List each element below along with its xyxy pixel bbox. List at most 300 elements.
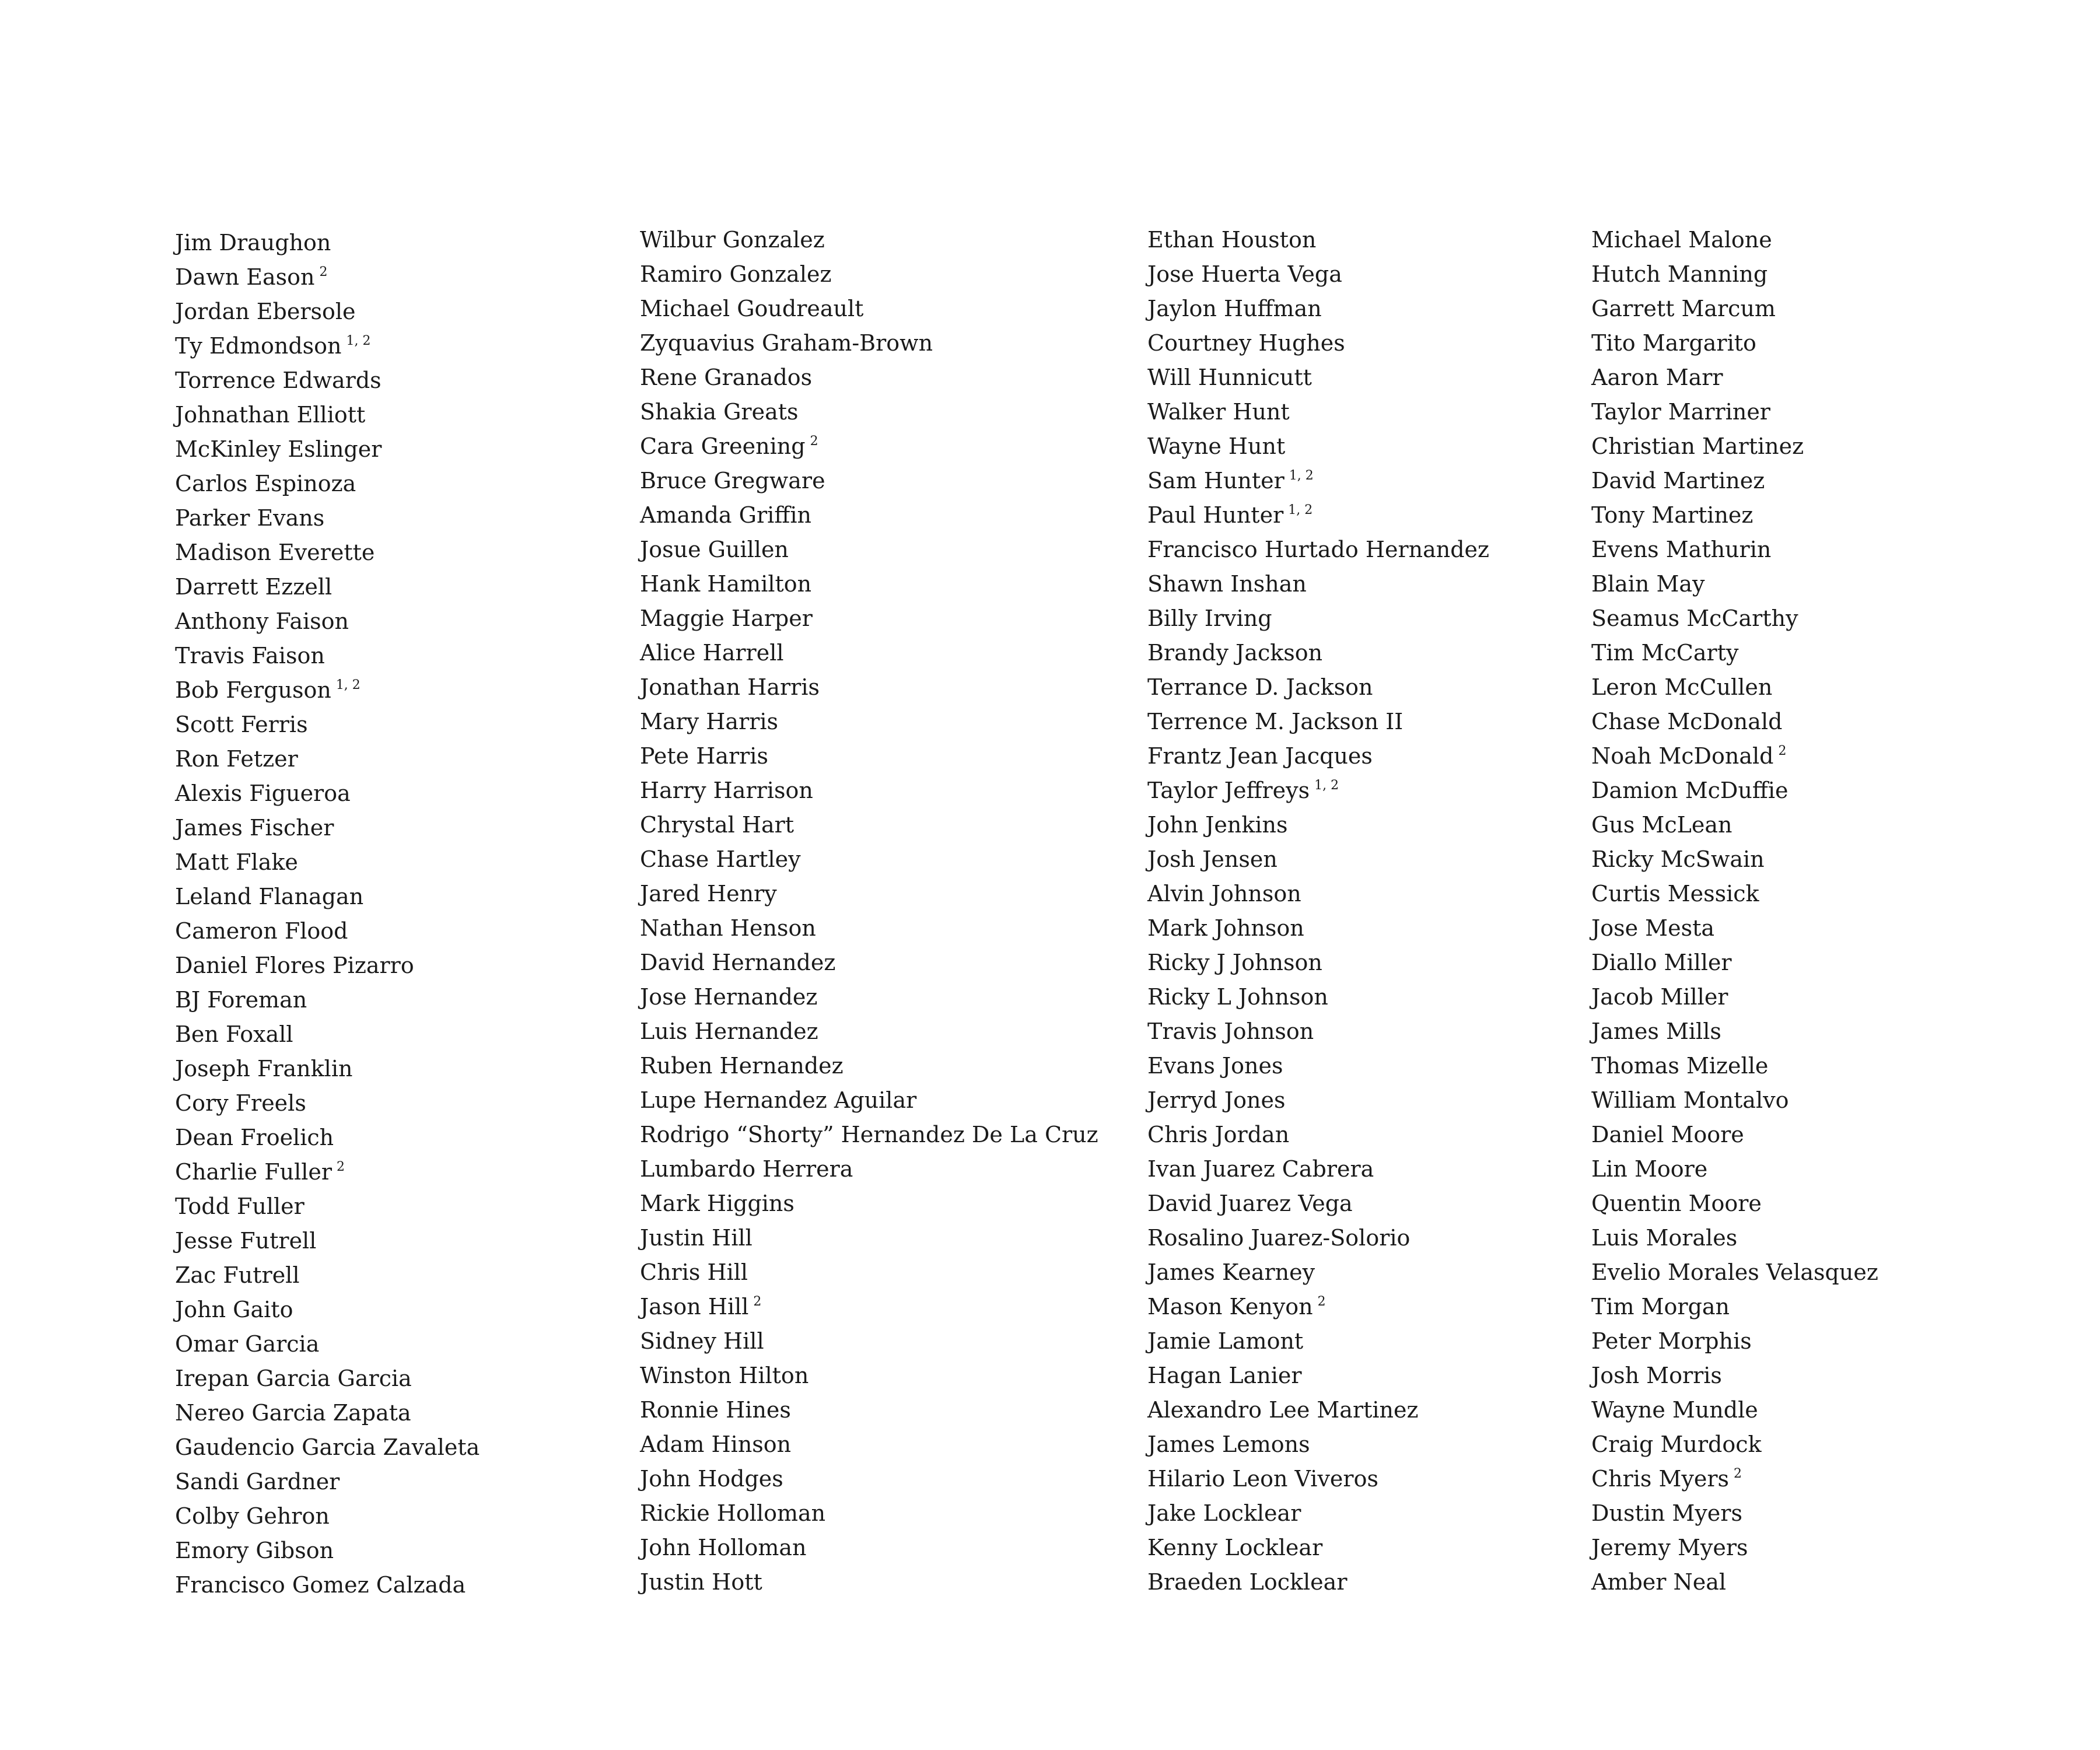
person-name: Tim McCarty <box>1591 640 1739 666</box>
person-name: Jose Mesta <box>1591 915 1715 941</box>
person-name: Zyquavius Graham-Brown <box>640 330 933 356</box>
name-entry <box>640 395 1098 429</box>
person-name: Quentin Moore <box>1591 1191 1762 1216</box>
name-entry <box>1147 808 1489 842</box>
name-entry <box>1147 533 1489 567</box>
name-entry <box>640 292 1098 326</box>
person-name: Alexandro Lee Martinez <box>1147 1397 1419 1423</box>
footnote-marker: 1, 2 <box>335 678 360 692</box>
name-entry <box>1147 567 1489 601</box>
name-entry <box>175 329 480 363</box>
person-name: Peter Morphis <box>1591 1328 1752 1354</box>
person-name: Jamie Lamont <box>1147 1328 1304 1354</box>
name-entry <box>175 742 480 776</box>
person-name: Dustin Myers <box>1591 1500 1742 1526</box>
name-entry <box>1591 1186 1878 1221</box>
person-name: Scott Ferris <box>175 712 308 737</box>
name-entry <box>640 1014 1098 1049</box>
person-name: Francisco Hurtado Hernandez <box>1147 537 1490 562</box>
person-name: Taylor Jeffreys <box>1147 778 1310 803</box>
name-entry <box>175 1362 480 1396</box>
person-name: Wilbur Gonzalez <box>640 227 825 253</box>
name-entry <box>640 1186 1098 1221</box>
person-name: Ivan Juarez Cabrera <box>1147 1156 1374 1182</box>
person-name: James Fischer <box>175 815 334 841</box>
person-name: Blain May <box>1591 571 1705 597</box>
person-name: Nereo Garcia Zapata <box>175 1400 411 1426</box>
name-entry <box>640 980 1098 1014</box>
name-entry <box>1591 946 1878 980</box>
person-name: Jake Locklear <box>1147 1500 1301 1526</box>
name-entry <box>1591 774 1878 808</box>
name-entry <box>640 774 1098 808</box>
person-name: Chase McDonald <box>1591 709 1783 734</box>
name-entry <box>1591 464 1878 498</box>
person-name: Anthony Faison <box>175 608 349 634</box>
person-name: Alexis Figueroa <box>175 780 351 806</box>
name-entry <box>640 1462 1098 1496</box>
person-name: Evans Jones <box>1147 1053 1283 1079</box>
person-name: David Martinez <box>1591 468 1765 494</box>
person-name: Michael Goudreault <box>640 296 864 321</box>
person-name: Chris Hill <box>640 1259 748 1285</box>
name-entry <box>175 776 480 811</box>
person-name: Jose Huerta Vega <box>1147 261 1342 287</box>
name-entry <box>640 326 1098 360</box>
person-name: Alvin Johnson <box>1147 881 1301 907</box>
person-name: Maggie Harper <box>640 606 813 631</box>
person-name: Damion McDuffie <box>1591 778 1788 803</box>
name-entry <box>1591 1221 1878 1255</box>
person-name: Leland Flanagan <box>175 884 364 909</box>
person-name: Justin Hill <box>640 1225 752 1251</box>
name-entry <box>175 1568 480 1602</box>
name-entry <box>1147 1118 1489 1152</box>
name-entry <box>1591 1427 1878 1462</box>
footnote-marker: 1, 2 <box>1314 778 1339 793</box>
person-name: Jacob Miller <box>1591 984 1728 1010</box>
name-entry <box>1591 1531 1878 1565</box>
name-entry <box>640 842 1098 877</box>
person-name: Kenny Locklear <box>1147 1535 1323 1560</box>
person-name: Josh Morris <box>1591 1363 1722 1388</box>
name-entry <box>1591 1118 1878 1152</box>
person-name: Amber Neal <box>1591 1569 1727 1595</box>
person-name: Evens Mathurin <box>1591 537 1772 562</box>
name-entry <box>1147 601 1489 636</box>
person-name: Rosalino Juarez-Solorio <box>1147 1225 1410 1251</box>
person-name: Ronnie Hines <box>640 1397 791 1423</box>
name-entry <box>1147 292 1489 326</box>
name-entry <box>175 983 480 1017</box>
name-entry <box>1147 1359 1489 1393</box>
person-name: Cory Freels <box>175 1090 306 1116</box>
person-name: Shakia Greats <box>640 399 799 425</box>
person-name: Rickie Holloman <box>640 1500 826 1526</box>
name-entry <box>175 536 480 570</box>
name-entry <box>175 1224 480 1258</box>
name-entry <box>175 570 480 604</box>
person-name: Pete Harris <box>640 743 768 769</box>
name-entry <box>1591 533 1878 567</box>
person-name: Darrett Ezzell <box>175 574 332 600</box>
person-name: John Gaito <box>175 1297 293 1322</box>
person-name: Sidney Hill <box>640 1328 764 1354</box>
name-entry <box>175 1499 480 1534</box>
person-name: Tim Morgan <box>1591 1294 1730 1320</box>
person-name: BJ Foreman <box>175 987 307 1013</box>
name-entry <box>1147 842 1489 877</box>
name-entry <box>640 1152 1098 1186</box>
person-name: Chris Myers <box>1591 1466 1729 1492</box>
name-entry <box>1591 877 1878 911</box>
name-entry <box>1591 739 1878 774</box>
name-entry <box>175 363 480 398</box>
person-name: Cameron Flood <box>175 918 348 944</box>
person-name: Joseph Franklin <box>175 1056 353 1082</box>
footnote-marker: 2 <box>319 265 328 279</box>
name-entry <box>1591 360 1878 395</box>
name-entry <box>1147 1083 1489 1118</box>
name-entry <box>1591 292 1878 326</box>
name-entry <box>640 808 1098 842</box>
person-name: Matt Flake <box>175 849 298 875</box>
name-entry <box>640 946 1098 980</box>
name-entry <box>1147 911 1489 946</box>
person-name: Jason Hill <box>640 1294 749 1320</box>
person-name: Braeden Locklear <box>1147 1569 1348 1595</box>
person-name: Craig Murdock <box>1591 1432 1762 1457</box>
person-name: Terrance D. Jackson <box>1147 674 1373 700</box>
person-name: Jerryd Jones <box>1147 1087 1286 1113</box>
person-name: Frantz Jean Jacques <box>1147 743 1373 769</box>
name-entry <box>1591 1565 1878 1600</box>
name-entry <box>175 432 480 467</box>
person-name: John Jenkins <box>1147 812 1288 838</box>
person-name: Amanda Griffin <box>640 502 811 528</box>
name-entry <box>640 1049 1098 1083</box>
name-entry <box>640 1324 1098 1359</box>
name-entry <box>640 739 1098 774</box>
person-name: Ron Fetzer <box>175 746 298 772</box>
person-name: Parker Evans <box>175 505 325 531</box>
name-entry <box>1147 946 1489 980</box>
person-name: Sandi Gardner <box>175 1469 340 1494</box>
person-name: Johnathan Elliott <box>175 402 366 428</box>
person-name: Dean Froelich <box>175 1125 334 1150</box>
person-name: Lupe Hernandez Aguilar <box>640 1087 917 1113</box>
name-entry <box>1147 1427 1489 1462</box>
person-name: Josue Guillen <box>640 537 789 562</box>
name-entry <box>640 1496 1098 1531</box>
name-entry <box>1591 911 1878 946</box>
name-entry <box>1147 464 1489 498</box>
name-entry <box>175 1465 480 1499</box>
name-entry <box>175 398 480 432</box>
person-name: Courtney Hughes <box>1147 330 1345 356</box>
name-entry <box>1591 670 1878 705</box>
person-name: Billy Irving <box>1147 606 1272 631</box>
person-name: Mark Higgins <box>640 1191 794 1216</box>
name-entry <box>1147 636 1489 670</box>
name-entry <box>175 673 480 708</box>
name-entry <box>1147 1290 1489 1324</box>
person-name: Justin Hott <box>640 1569 762 1595</box>
footnote-marker: 2 <box>1778 744 1787 758</box>
person-name: Josh Jensen <box>1147 846 1278 872</box>
name-entry <box>1147 360 1489 395</box>
person-name: Jaylon Huffman <box>1147 296 1322 321</box>
person-name: Cara Greening <box>640 433 806 459</box>
person-name: Harry Harrison <box>640 778 813 803</box>
person-name: Will Hunnicutt <box>1147 365 1312 390</box>
name-entry <box>640 1118 1098 1152</box>
person-name: Nathan Henson <box>640 915 816 941</box>
name-entry <box>175 1086 480 1121</box>
person-name: Chrystal Hart <box>640 812 794 838</box>
person-name: Terrence M. Jackson II <box>1147 709 1404 734</box>
name-entry <box>1591 601 1878 636</box>
person-name: Jose Hernandez <box>640 984 818 1010</box>
name-entry <box>1591 257 1878 292</box>
footnote-marker: 2 <box>810 434 818 449</box>
person-name: Mark Johnson <box>1147 915 1304 941</box>
person-name: Jeremy Myers <box>1591 1535 1748 1560</box>
person-name: Adam Hinson <box>640 1432 792 1457</box>
name-entry <box>1147 257 1489 292</box>
person-name: Jim Draughon <box>175 230 331 256</box>
name-entry <box>640 636 1098 670</box>
name-entry <box>1147 1496 1489 1531</box>
person-name: Shawn Inshan <box>1147 571 1307 597</box>
name-entry <box>175 1327 480 1362</box>
person-name: Daniel Moore <box>1591 1122 1744 1147</box>
name-entry <box>175 260 480 295</box>
name-entry <box>1147 1393 1489 1427</box>
name-entry <box>1591 1462 1878 1496</box>
name-entry <box>1591 1324 1878 1359</box>
person-name: Lumbardo Herrera <box>640 1156 853 1182</box>
name-entry <box>1147 1462 1489 1496</box>
name-entry <box>640 464 1098 498</box>
person-name: Ricky L Johnson <box>1147 984 1328 1010</box>
person-name: Thomas Mizelle <box>1591 1053 1769 1079</box>
name-entry <box>1147 739 1489 774</box>
person-name: Travis Johnson <box>1147 1019 1314 1044</box>
person-name: John Hodges <box>640 1466 783 1492</box>
person-name: Luis Morales <box>1591 1225 1738 1251</box>
person-name: Walker Hunt <box>1147 399 1290 425</box>
person-name: Gaudencio Garcia Zavaleta <box>175 1434 480 1460</box>
person-name: David Hernandez <box>640 950 836 975</box>
name-entry <box>640 1359 1098 1393</box>
person-name: Hutch Manning <box>1591 261 1768 287</box>
footnote-marker: 1, 2 <box>346 334 371 348</box>
person-name: Brandy Jackson <box>1147 640 1323 666</box>
person-name: Michael Malone <box>1591 227 1772 253</box>
person-name: Jesse Futrell <box>175 1228 317 1254</box>
person-name: Ethan Houston <box>1147 227 1317 253</box>
name-entry <box>1591 1083 1878 1118</box>
name-entry <box>640 1083 1098 1118</box>
name-entry <box>175 880 480 914</box>
name-entry <box>640 601 1098 636</box>
person-name: Zac Futrell <box>175 1262 300 1288</box>
name-entry <box>1591 223 1878 257</box>
footnote-marker: 1, 2 <box>1288 503 1313 517</box>
name-entry <box>1147 1186 1489 1221</box>
person-name: Bruce Gregware <box>640 468 825 494</box>
name-entry <box>1147 980 1489 1014</box>
person-name: Sam Hunter <box>1147 468 1284 494</box>
person-name: Mary Harris <box>640 709 779 734</box>
person-name: Tito Margarito <box>1591 330 1756 356</box>
name-entry <box>175 1258 480 1293</box>
person-name: Aaron Marr <box>1591 365 1723 390</box>
person-name: Irepan Garcia Garcia <box>175 1366 412 1391</box>
person-name: Charlie Fuller <box>175 1159 332 1185</box>
person-name: Mason Kenyon <box>1147 1294 1313 1320</box>
name-column-4 <box>1591 223 1878 1600</box>
person-name: Hilario Leon Viveros <box>1147 1466 1378 1492</box>
person-name: Emory Gibson <box>175 1538 334 1563</box>
name-entry <box>1147 877 1489 911</box>
name-entry <box>1147 326 1489 360</box>
person-name: Curtis Messick <box>1591 881 1759 907</box>
person-name: Carlos Espinoza <box>175 471 356 496</box>
person-name: Seamus McCarthy <box>1591 606 1798 631</box>
person-name: James Lemons <box>1147 1432 1310 1457</box>
name-entry <box>175 1396 480 1430</box>
person-name: David Juarez Vega <box>1147 1191 1353 1216</box>
name-entry <box>175 1052 480 1086</box>
name-entry <box>1147 223 1489 257</box>
name-entry <box>640 257 1098 292</box>
name-entry <box>1147 395 1489 429</box>
person-name: Bob Ferguson <box>175 677 331 703</box>
name-entry <box>175 1293 480 1327</box>
footnote-marker: 2 <box>1317 1294 1326 1309</box>
person-name: Wayne Mundle <box>1591 1397 1758 1423</box>
person-name: Ruben Hernandez <box>640 1053 844 1079</box>
name-entry <box>640 223 1098 257</box>
name-entry <box>640 1221 1098 1255</box>
name-entry <box>1147 429 1489 464</box>
name-entry <box>175 708 480 742</box>
footnote-marker: 2 <box>1733 1466 1742 1481</box>
person-name: Evelio Morales Velasquez <box>1591 1259 1878 1285</box>
person-name: Madison Everette <box>175 540 375 565</box>
person-name: Ty Edmondson <box>175 333 342 359</box>
person-name: Francisco Gomez Calzada <box>175 1572 466 1598</box>
name-entry <box>640 498 1098 533</box>
name-entry <box>1591 498 1878 533</box>
person-name: Hank Hamilton <box>640 571 812 597</box>
name-column-2 <box>640 223 1098 1600</box>
name-entry <box>640 360 1098 395</box>
name-entry <box>1591 808 1878 842</box>
name-entry <box>1591 1049 1878 1083</box>
name-entry <box>175 1430 480 1465</box>
name-entry <box>175 949 480 983</box>
footnote-marker: 2 <box>337 1160 345 1174</box>
person-name: Omar Garcia <box>175 1331 320 1357</box>
name-entry <box>175 845 480 880</box>
person-name: Garrett Marcum <box>1591 296 1776 321</box>
name-entry <box>1591 1152 1878 1186</box>
name-entry <box>175 1017 480 1052</box>
name-entry <box>640 670 1098 705</box>
name-entry <box>175 501 480 536</box>
name-entry <box>640 1393 1098 1427</box>
person-name: Lin Moore <box>1591 1156 1708 1182</box>
name-entry <box>1591 1496 1878 1531</box>
name-entry <box>175 467 480 501</box>
name-entry <box>640 1531 1098 1565</box>
name-entry <box>1591 1255 1878 1290</box>
person-name: Ricky J Johnson <box>1147 950 1322 975</box>
name-entry <box>640 1565 1098 1600</box>
footnote-marker: 1, 2 <box>1289 468 1314 483</box>
name-entry <box>175 914 480 949</box>
name-entry <box>1591 636 1878 670</box>
person-name: Rodrigo “Shorty” Hernandez De La Cruz <box>640 1122 1098 1147</box>
name-entry <box>640 1255 1098 1290</box>
name-entry <box>175 604 480 639</box>
person-name: Colby Gehron <box>175 1503 330 1529</box>
person-name: Diallo Miller <box>1591 950 1732 975</box>
person-name: Chris Jordan <box>1147 1122 1290 1147</box>
person-name: Christian Martinez <box>1591 433 1804 459</box>
name-entry <box>1147 498 1489 533</box>
person-name: Chase Hartley <box>640 846 801 872</box>
name-entry <box>640 1427 1098 1462</box>
name-entry <box>1591 326 1878 360</box>
name-column-3 <box>1147 223 1489 1600</box>
person-name: Winston Hilton <box>640 1363 809 1388</box>
name-entry <box>1591 429 1878 464</box>
name-entry <box>640 911 1098 946</box>
person-name: Noah McDonald <box>1591 743 1774 769</box>
name-entry <box>175 1534 480 1568</box>
person-name: William Montalvo <box>1591 1087 1789 1113</box>
person-name: Travis Faison <box>175 643 325 668</box>
name-entry <box>1147 1531 1489 1565</box>
name-entry <box>1591 567 1878 601</box>
name-entry <box>175 1189 480 1224</box>
name-entry <box>640 705 1098 739</box>
name-entry <box>1591 1290 1878 1324</box>
person-name: Torrence Edwards <box>175 368 382 393</box>
name-entry <box>640 533 1098 567</box>
person-name: Jonathan Harris <box>640 674 820 700</box>
name-entry <box>1591 705 1878 739</box>
person-name: McKinley Eslinger <box>175 436 382 462</box>
name-entry <box>1591 1393 1878 1427</box>
name-entry <box>1147 774 1489 808</box>
person-name: Tony Martinez <box>1591 502 1754 528</box>
person-name: Luis Hernandez <box>640 1019 818 1044</box>
name-entry <box>1591 842 1878 877</box>
person-name: James Kearney <box>1147 1259 1315 1285</box>
person-name: James Mills <box>1591 1019 1721 1044</box>
person-name: Daniel Flores Pizarro <box>175 953 414 978</box>
name-entry <box>175 1155 480 1189</box>
name-column-1 <box>175 226 480 1602</box>
name-entry <box>1147 1255 1489 1290</box>
person-name: Alice Harrell <box>640 640 784 666</box>
name-entry <box>175 639 480 673</box>
